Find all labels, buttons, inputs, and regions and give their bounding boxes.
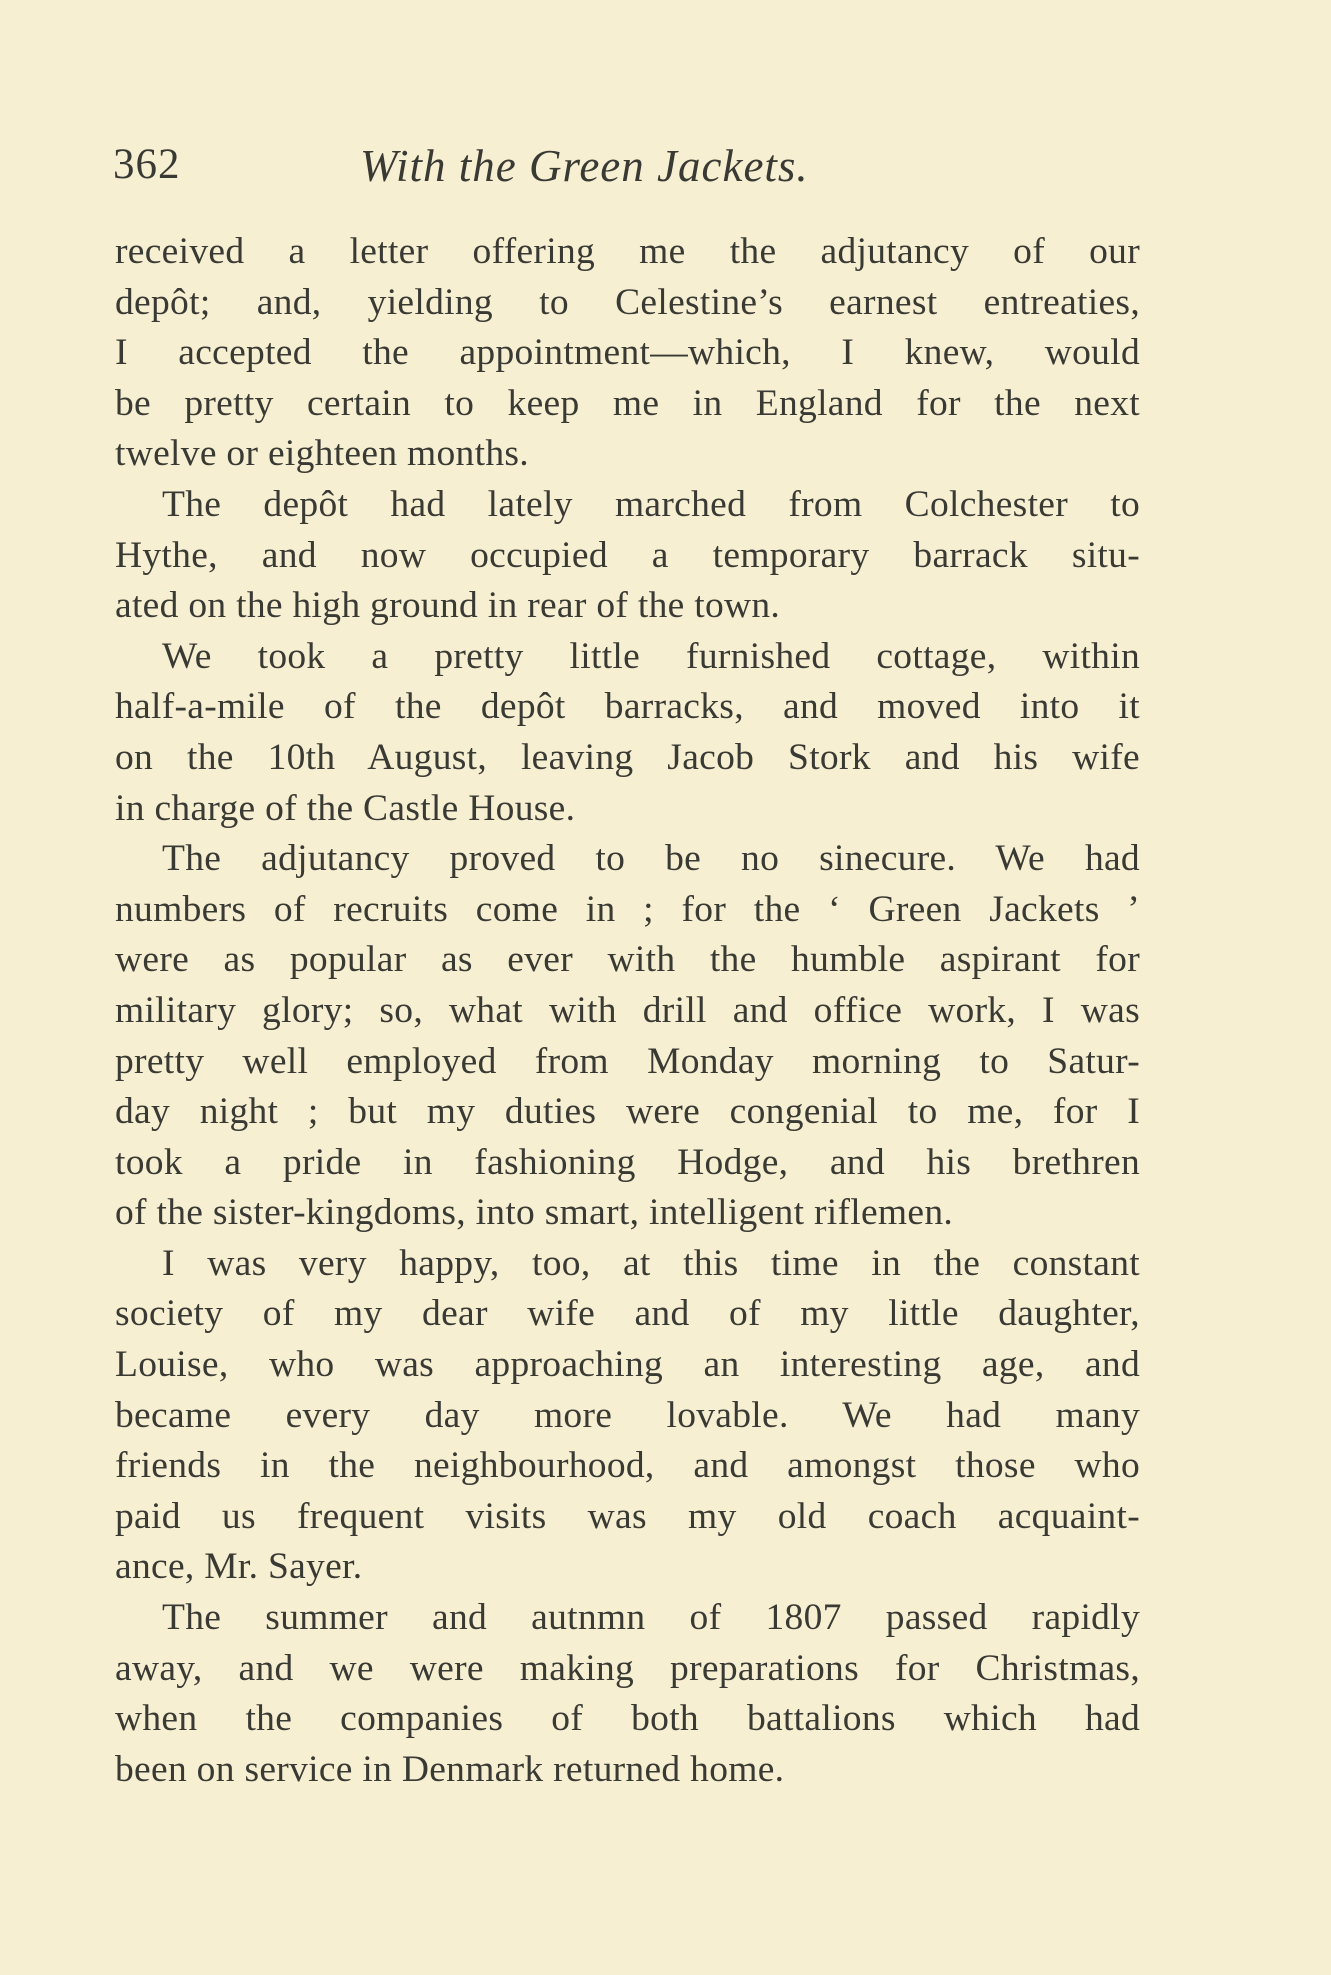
text-line: society of my dear wife and of my little daughter, [115, 1293, 1140, 1335]
text-line: Louise, who was approaching an interesting age, and [115, 1344, 1140, 1386]
text-line: took a pride in fashioning Hodge, and his brethren [115, 1141, 1140, 1183]
text-line: military glory; so, what with drill and office work, I was [115, 989, 1140, 1031]
text-line: numbers of recruits come in ; for the ‘ Green Jackets ’ [115, 888, 1140, 930]
page-number: 362 [113, 141, 181, 188]
text-line: on the 10th August, leaving Jacob Stork and his wife [115, 736, 1140, 778]
paragraph-first-line: I was very happy, too, at this time in the constant [162, 1242, 1140, 1284]
text-line: received a letter offering me the adjutancy of our [115, 231, 1140, 272]
paragraph-first-line: We took a pretty little furnished cottage, within [162, 635, 1140, 677]
body-text [115, 227, 1140, 1795]
text-line: Hythe, and now occupied a temporary barrack situ- [115, 534, 1140, 576]
text-line: in charge of the Castle House. [115, 787, 576, 829]
text-line: away, and we were making preparations for Christmas, [115, 1647, 1140, 1689]
text-line: friends in the neighbourhood, and amongst those who [115, 1445, 1140, 1487]
text-line: been on service in Denmark returned home. [115, 1748, 785, 1790]
paragraph-first-line: The adjutancy proved to be no sinecure. We had [162, 838, 1140, 880]
text-line: depôt; and, yielding to Celestine’s earnest entreaties, [115, 281, 1140, 323]
text-line: I accepted the appointment—which, I knew, would [115, 332, 1140, 374]
text-line: became every day more lovable. We had many [115, 1394, 1140, 1436]
text-line: paid us frequent visits was my old coach acquaint- [115, 1495, 1140, 1537]
text-line: be pretty certain to keep me in England for the next [115, 382, 1140, 424]
text-line: pretty well employed from Monday morning to Satur- [115, 1040, 1140, 1082]
text-line: when the companies of both battalions which had [115, 1698, 1140, 1740]
text-line: twelve or eighteen months. [115, 433, 529, 475]
text-line: ated on the high ground in rear of the town. [115, 585, 781, 627]
text-line: half-a-mile of the depôt barracks, and moved into it [115, 686, 1140, 728]
text-line: of the sister-kingdoms, into smart, intelligent riflemen. [115, 1192, 954, 1234]
text-line: day night ; but my duties were congenial to me, for I [115, 1091, 1140, 1133]
running-title: With the Green Jackets. [360, 141, 809, 191]
running-head [113, 140, 1163, 200]
paragraph-first-line: The depôt had lately marched from Colchester to [162, 483, 1140, 525]
text-line: ance, Mr. Sayer. [115, 1546, 363, 1588]
text-line: were as popular as ever with the humble aspirant for [115, 939, 1140, 981]
paragraph-first-line: The summer and autnmn of 1807 passed rapidly [162, 1597, 1140, 1639]
